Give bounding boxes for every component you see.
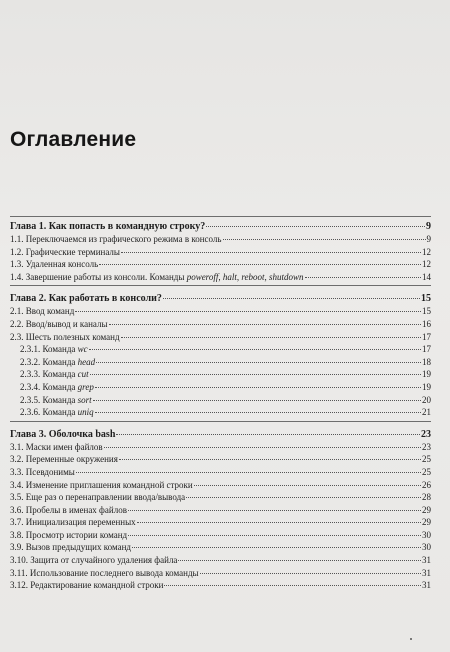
leader-dots xyxy=(116,434,420,435)
toc-entry[interactable] xyxy=(10,541,431,554)
chapter-title: Глава 1. Как попасть в командную строку? xyxy=(10,221,206,232)
entry-title xyxy=(10,271,304,284)
entry-text: 3.1. Маски имен файлов xyxy=(10,441,103,452)
entry-text: 3.11. Использование последнего вывода команды xyxy=(10,567,199,578)
leader-dots xyxy=(305,277,421,278)
page-number: 12 xyxy=(422,246,431,257)
command-name: shutdown xyxy=(269,271,304,282)
entry-text: 3.8. Просмотр истории команд xyxy=(10,529,128,540)
leader-dots xyxy=(99,264,421,265)
page-number: 28 xyxy=(422,492,431,503)
table-of-contents xyxy=(10,216,431,592)
chapter-title: Глава 3. Оболочка bash xyxy=(10,428,116,440)
entry-text: 3.5. Еще раз о перенаправлении ввода/вывода xyxy=(10,492,186,503)
toc-entry[interactable] xyxy=(10,394,431,407)
entry-text: 2.3.5. Команда xyxy=(20,394,78,405)
leader-dots xyxy=(186,497,421,498)
entry-text: , xyxy=(236,271,242,282)
page-number: 21 xyxy=(422,407,431,418)
leader-dots xyxy=(178,560,421,561)
leader-dots xyxy=(93,400,421,401)
page-number: 18 xyxy=(422,356,431,367)
leader-dots xyxy=(95,412,421,413)
entry-text: 2.3. Шесть полезных команд xyxy=(10,331,120,342)
command-name: poweroff xyxy=(186,271,219,282)
entry-title xyxy=(10,441,103,454)
entry-text: 2.3.2. Команда xyxy=(20,356,78,367)
page-number: 29 xyxy=(422,504,431,515)
entry-text: 3.3. Псевдонимы xyxy=(10,466,75,477)
page-number: 30 xyxy=(422,529,431,540)
page-number: 23 xyxy=(422,441,431,452)
entry-text: 3.10. Защита от случайного удаления файла xyxy=(10,555,178,566)
entry-title xyxy=(10,541,131,554)
toc-entry[interactable] xyxy=(10,368,431,381)
toc-entry[interactable] xyxy=(10,381,431,394)
entry-text: 3.12. Редактирование командной строки xyxy=(10,580,164,591)
page-number: 31 xyxy=(422,555,431,566)
entry-title xyxy=(10,356,95,369)
entry-title xyxy=(10,381,94,394)
leader-dots xyxy=(194,485,421,486)
entry-title xyxy=(10,479,193,492)
entry-text: 3.9. Вызов предыдущих команд xyxy=(10,542,131,553)
toc-entry[interactable] xyxy=(10,516,431,529)
entry-title xyxy=(10,529,127,542)
entry-title xyxy=(10,579,163,592)
toc-entry[interactable] xyxy=(10,246,431,259)
entry-title xyxy=(10,233,222,246)
toc-chapter-entry[interactable] xyxy=(10,220,431,233)
leader-dots xyxy=(90,374,421,375)
entry-title xyxy=(10,368,89,381)
page-number: 9 xyxy=(426,234,431,244)
leader-dots xyxy=(109,324,421,325)
leader-dots xyxy=(96,362,421,363)
page-speck xyxy=(410,638,412,640)
entry-title xyxy=(10,567,199,580)
page-number: 17 xyxy=(422,331,431,342)
leader-dots xyxy=(132,547,421,548)
toc-chapter-entry[interactable] xyxy=(10,428,431,441)
entry-text: 2.3.6. Команда xyxy=(20,407,78,418)
entry-text: , xyxy=(264,271,270,282)
entry-title xyxy=(10,331,120,344)
entry-title xyxy=(10,466,75,479)
entry-title xyxy=(10,394,92,407)
command-name: grep xyxy=(77,381,94,392)
leader-dots xyxy=(75,311,421,312)
leader-dots xyxy=(119,459,421,460)
toc-entry[interactable] xyxy=(10,406,431,419)
toc-entry[interactable] xyxy=(10,356,431,369)
leader-dots xyxy=(200,573,421,574)
command-name: wc xyxy=(77,344,88,355)
leader-dots xyxy=(128,535,421,536)
entry-text: 2.2. Ввод/вывод и каналы xyxy=(10,318,108,329)
entry-title xyxy=(10,554,177,567)
entry-text: 2.3.4. Команда xyxy=(20,381,78,392)
toc-entry[interactable] xyxy=(10,466,431,479)
command-name: sort xyxy=(77,394,92,405)
page-number: 19 xyxy=(422,381,431,392)
toc-entry[interactable] xyxy=(10,271,431,284)
command-name: uniq xyxy=(77,407,94,418)
entry-title xyxy=(10,318,108,331)
entry-title xyxy=(10,491,185,504)
entry-text: 1.1. Переключаемся из графического режима в консоль xyxy=(10,234,222,244)
toc-entry[interactable] xyxy=(10,258,431,271)
page-number: 25 xyxy=(422,454,431,465)
toc-entry[interactable] xyxy=(10,554,431,567)
toc-entry[interactable] xyxy=(10,529,431,542)
page-number: 9 xyxy=(426,221,431,232)
entry-title xyxy=(10,343,88,356)
page-number: 23 xyxy=(421,428,431,440)
page-number: 20 xyxy=(422,394,431,405)
toc-entry[interactable] xyxy=(10,491,431,504)
page-number: 15 xyxy=(421,293,431,305)
entry-text: 3.4. Изменение приглашения командной строки xyxy=(10,479,193,490)
leader-dots xyxy=(121,252,421,253)
command-name: cut xyxy=(77,369,89,380)
chapter-divider xyxy=(10,285,431,292)
entry-text: 2.1. Ввод команд xyxy=(10,306,75,317)
page-number: 19 xyxy=(422,369,431,380)
toc-entry[interactable] xyxy=(10,504,431,517)
command-name: halt xyxy=(222,271,237,282)
page-number: 26 xyxy=(422,479,431,490)
leader-dots xyxy=(206,226,425,227)
toc-entry[interactable] xyxy=(10,479,431,492)
entry-title xyxy=(10,504,127,517)
leader-dots xyxy=(137,522,421,523)
command-name: reboot xyxy=(241,271,265,282)
entry-title xyxy=(10,516,136,529)
entry-text: 3.6. Пробелы в именах файлов xyxy=(10,504,127,515)
entry-text: 3.7. Инициализация переменных xyxy=(10,517,136,528)
page-number: 30 xyxy=(422,542,431,553)
entry-title xyxy=(10,305,74,318)
leader-dots xyxy=(223,239,426,240)
leader-dots xyxy=(128,510,421,511)
entry-text: 1.3. Удаленная консоль xyxy=(10,259,99,270)
page-number: 31 xyxy=(422,567,431,578)
leader-dots xyxy=(163,298,420,299)
leader-dots xyxy=(76,472,421,473)
page-number: 14 xyxy=(422,271,431,282)
chapter-divider xyxy=(10,421,431,428)
toc-chapter-entry[interactable] xyxy=(10,292,431,305)
entry-text: 2.3.1. Команда xyxy=(20,344,78,355)
page-number: 16 xyxy=(422,318,431,329)
page-number: 17 xyxy=(422,344,431,355)
toc-entry[interactable] xyxy=(10,331,431,344)
toc-entry[interactable] xyxy=(10,453,431,466)
entry-text: 1.4. Завершение работы из консоли. Команды xyxy=(10,271,187,282)
entry-text: 2.3.3. Команда xyxy=(20,369,78,380)
leader-dots xyxy=(104,447,421,448)
toc-entry[interactable] xyxy=(10,305,431,318)
toc-entry[interactable] xyxy=(10,233,431,246)
page-number: 15 xyxy=(422,306,431,317)
command-name: head xyxy=(77,356,96,367)
page-number: 29 xyxy=(422,517,431,528)
page-number: 31 xyxy=(422,580,431,591)
entry-text: , xyxy=(218,271,223,282)
entry-text: 3.2. Переменные окружения xyxy=(10,454,118,465)
toc-entry[interactable] xyxy=(10,579,431,592)
entry-text: 1.2. Графические терминалы xyxy=(10,246,120,257)
toc-entry[interactable] xyxy=(10,441,431,454)
toc-entry[interactable] xyxy=(10,318,431,331)
leader-dots xyxy=(89,349,421,350)
leader-dots xyxy=(121,337,421,338)
page-number: 12 xyxy=(422,259,431,270)
entry-title xyxy=(10,246,120,259)
entry-title xyxy=(10,258,98,271)
toc-entry[interactable] xyxy=(10,567,431,580)
page-title: Оглавление xyxy=(10,128,137,151)
entry-title xyxy=(10,453,118,466)
entry-title xyxy=(10,406,94,419)
page-number: 25 xyxy=(422,466,431,477)
leader-dots xyxy=(95,387,421,388)
chapter-title: Глава 2. Как работать в консоли? xyxy=(10,293,162,305)
chapter-divider xyxy=(10,216,431,217)
toc-entry[interactable] xyxy=(10,343,431,356)
leader-dots xyxy=(164,585,421,586)
